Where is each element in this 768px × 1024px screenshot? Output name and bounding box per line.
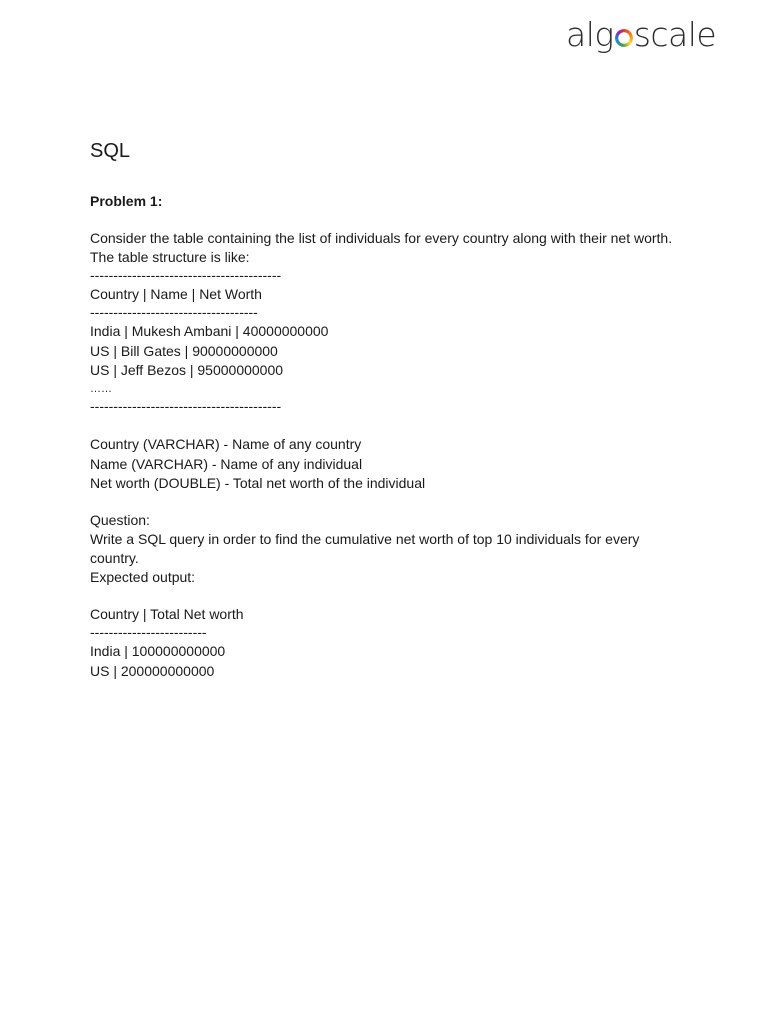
expected-output-label: Expected output: <box>90 569 196 585</box>
intro-line: Consider the table containing the list of individuals for every country along with their net worth. <box>90 230 673 246</box>
question-label: Question: <box>90 512 150 528</box>
question-text: Write a SQL query in order to find the cumulative net worth of top 10 individuals for every <box>90 531 640 547</box>
field-definition: Name (VARCHAR) - Name of any individual <box>90 456 363 472</box>
intro-line: The table structure is like: <box>90 249 250 265</box>
output-row: India | 100000000000 <box>90 643 226 659</box>
output-header: Country | Total Net worth <box>90 606 244 622</box>
table-row: India | Mukesh Ambani | 40000000000 <box>90 323 329 339</box>
table-row: US | Jeff Bezos | 95000000000 <box>90 362 284 378</box>
output-row: US | 200000000000 <box>90 663 215 679</box>
divider-rule: ------------------------------------ <box>90 304 258 320</box>
question-text: country. <box>90 550 139 566</box>
field-definition: Country (VARCHAR) - Name of any country <box>90 436 362 452</box>
problem-heading: Problem 1: <box>90 193 163 209</box>
field-definition: Net worth (DOUBLE) - Total net worth of the individual <box>90 475 426 491</box>
table-row: US | Bill Gates | 90000000000 <box>90 343 278 359</box>
logo-ring-icon <box>615 29 633 47</box>
page-title: SQL <box>90 140 131 162</box>
table-ellipsis: …… <box>90 383 112 395</box>
divider-rule: ------------------------- <box>90 624 207 640</box>
table-header: Country | Name | Net Worth <box>90 286 262 302</box>
logo-text-suffix: scale <box>633 14 717 54</box>
divider-rule: ----------------------------------------- <box>90 398 282 414</box>
logo-text-prefix: alg <box>566 14 614 54</box>
divider-rule: ----------------------------------------- <box>90 267 282 283</box>
algoscale-logo <box>566 12 716 56</box>
